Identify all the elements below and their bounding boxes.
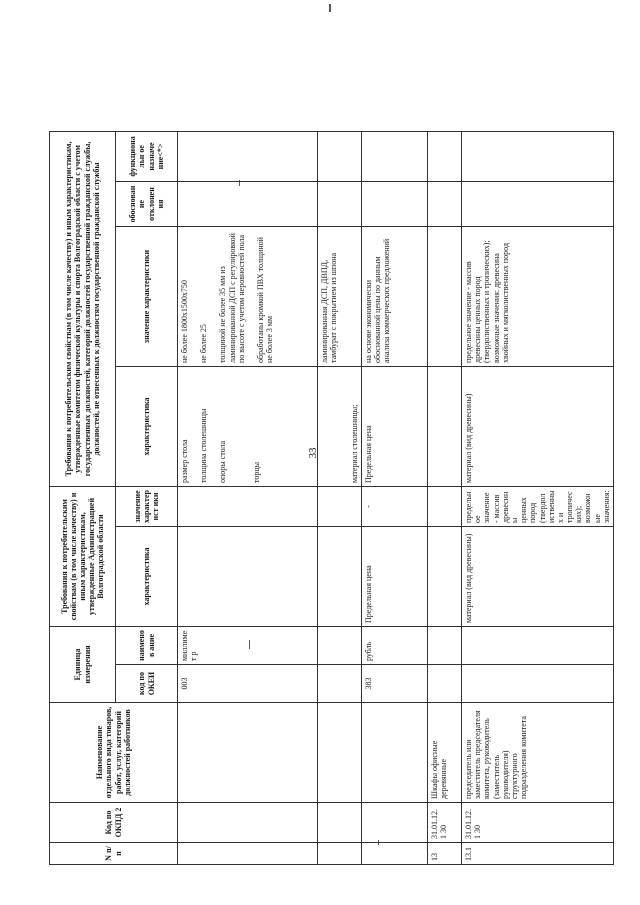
cell-value-2: ламинированная ДСП, ДВПД, тамбурат с покрытием из шпона [318,226,362,366]
cell-unit-code: 003 [178,665,318,703]
requirements-table [49,0,614,865]
cell-unit-name [428,626,462,664]
cell-unit-name [462,626,614,664]
cell-deviation [462,181,614,226]
header-deviation: обоснование отклонения [116,181,178,226]
cell-value: - [362,486,428,526]
cell-value [178,486,318,526]
value-line: обработаны кромкой ПВХ толщиной не более 3 мм [255,237,275,363]
cell-char [428,526,462,626]
header-num: N п/п [50,843,178,865]
cell-char: материал (вид древесины) [462,526,614,626]
header-name: Наименование отдельного вида товаров, работ, услуг, категорий должностей работников [50,703,178,803]
value-line: не более 1800х1500х750 [180,280,189,363]
cell-value-2 [428,226,462,366]
cell-name [362,703,428,803]
cell-unit-name: миллимет р [178,626,318,664]
cell-name [178,703,318,803]
char-line: опоры стола [218,440,228,483]
cell-value-2: на основе экономически обоснованной цены по данным анализа коммерческих предложений [362,226,428,366]
cell-value-2: предельное значение - массив древесины ценных пород (твердолиственных и тропических); возможные значения: древесина хвойных и мягколиственных пород [462,226,614,366]
char-line: размер стола [180,439,189,483]
cell-deviation [428,181,462,226]
cell-value [318,486,362,526]
cell-okpd: 31.01.12.1 30 [428,803,462,843]
cell-name [318,703,362,803]
cell-num [318,843,362,865]
cell-value [428,486,462,526]
cell-char: Предельная цена [362,526,428,626]
cell-purpose [318,131,362,181]
cell-purpose [428,131,462,181]
cell-purpose [362,131,428,181]
cell-unit-name [318,626,362,664]
cell-char [318,526,362,626]
cell-num: 13.1 [462,843,614,865]
cell-char-2: материал столешницы; [318,366,362,486]
header-req-committee: Требования к потребительским свойствам (в том числе качеству) и иным характеристикам, утвержденные комитетом физической культуры и спорта Волгоградской области с учетом государственных должностей, категорий должностей государственной гражданской службы, должностей, не отнесенных к должностям государственной гражданской службы [50,131,116,486]
cell-unit-code: 383 [362,665,428,703]
header-purpose: функциональн ое назначе ние<*> [116,131,178,181]
header-unit-code: код по ОКЕИ [116,665,178,703]
cell-purpose [462,131,614,181]
cell-num: 13 [428,843,462,865]
cell-unit-name: рубль [362,626,428,664]
header-unit: Единица измерения [50,626,116,702]
cell-value: предельное значение - массив древесины ценных пород (твердолиственных и тропических); возможные значения: [462,486,614,526]
cell-unit-code [428,665,462,703]
cell-name: председатель или заместитель председателя комитета, руководитель (заместитель руководителя) структурного подразделения комитета [462,703,614,803]
cell-char-2: материал (вид древесины) [462,366,614,486]
char-line: толщина столешницы [199,408,209,483]
cell-purpose [178,131,318,181]
cell-deviation [178,181,318,226]
cell-okpd [178,803,318,843]
header-characteristic-2: характеристика [116,366,178,486]
header-req-admin: Требования к потребительским свойствам (в том числе качеству) и иным характеристикам, утвержденные Администрацией Волгоградской области [50,486,116,626]
cell-char [178,526,318,626]
value-line: толщиной не более 35 мм из ламинированной ДСП с регулировкой по высоте с учетом неровностей пола [218,233,246,363]
header-value-2: значение характеристики [116,226,178,366]
header-characteristic: характеристика [116,526,178,626]
cell-deviation [362,181,428,226]
cell-unit-code [318,665,362,703]
cell-okpd [318,803,362,843]
header-okpd: Код по ОКПД 2 [50,803,178,843]
cell-unit-code [462,665,614,703]
cell-num [362,843,428,865]
cell-okpd [362,803,428,843]
cell-name: Шкафы офисные деревянные [428,703,462,803]
cell-char-2: Предельная цена [362,366,428,486]
header-unit-name: наименов ание [116,626,178,664]
page-number: 33 [307,447,319,459]
header-value: значение характерист ики [116,486,178,526]
cell-char-2 [428,366,462,486]
value-line: не более 25 [199,324,209,363]
char-line: торцы [251,461,261,483]
cell-deviation [318,181,362,226]
cell-value-2 [178,226,318,366]
rotated-table-wrapper [49,30,611,865]
cell-okpd: 31.01.12.1 30 [462,803,614,843]
cell-num [178,843,318,865]
cell-char-2 [178,366,318,486]
right-margin-cell [50,0,614,131]
